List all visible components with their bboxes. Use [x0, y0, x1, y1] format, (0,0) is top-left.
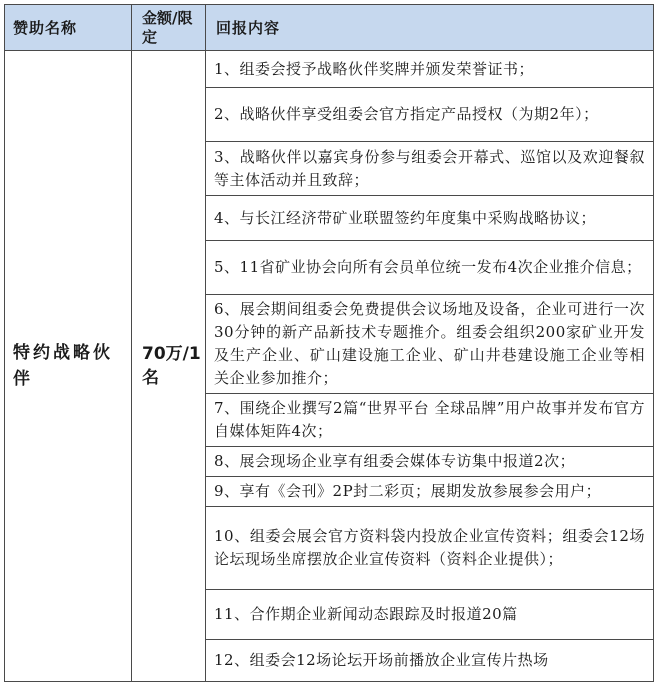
- header-amount-limit: 金额/限定: [132, 5, 206, 51]
- benefit-item-4: 4、与长江经济带矿业联盟签约年度集中采购战略协议；: [206, 196, 654, 241]
- table-header-row: [5, 5, 654, 51]
- benefit-item-9: 9、享有《会刊》2P封二彩页；展期发放参展参会用户；: [206, 477, 654, 507]
- benefit-item-11: 11、合作期企业新闻动态跟踪及时报道20篇: [206, 590, 654, 640]
- sponsorship-table: [4, 4, 654, 682]
- header-sponsor-name: 赞助名称: [5, 5, 132, 51]
- benefit-item-7: 7、围绕企业撰写2篇“世界平台 全球品牌”用户故事并发布官方自媒体矩阵4次；: [206, 394, 654, 447]
- benefit-item-3: 3、战略伙伴以嘉宾身份参与组委会开幕式、巡馆以及欢迎餐叙等主体活动并且致辞；: [206, 142, 654, 196]
- benefit-item-8: 8、展会现场企业享有组委会媒体专访集中报道2次；: [206, 447, 654, 477]
- benefit-item-12: 12、组委会12场论坛开场前播放企业宣传片热场: [206, 640, 654, 682]
- sponsor-name-cell: 特约战略伙伴: [5, 51, 132, 682]
- sponsor-amount-cell: 70万/1名: [132, 51, 206, 682]
- benefit-item-5: 5、11省矿业协会向所有会员单位统一发布4次企业推介信息；: [206, 241, 654, 295]
- benefit-item-6: 6、展会期间组委会免费提供会议场地及设备，企业可进行一次30分钟的新产品新技术专题推介。组委会组织200家矿业开发及生产企业、矿山建设施工企业、矿山井巷建设施工企业等相关企业参加推介；: [206, 295, 654, 394]
- benefit-item-1: 1、组委会授予战略伙伴奖牌并颁发荣誉证书；: [206, 51, 654, 88]
- benefit-item-10: 10、组委会展会官方资料袋内投放企业宣传资料；组委会12场论坛现场坐席摆放企业宣传资料（资料企业提供）；: [206, 507, 654, 590]
- table-row: [5, 51, 654, 88]
- header-return-content: 回报内容: [206, 5, 654, 51]
- benefit-item-2: 2、战略伙伴享受组委会官方指定产品授权（为期2年）；: [206, 88, 654, 142]
